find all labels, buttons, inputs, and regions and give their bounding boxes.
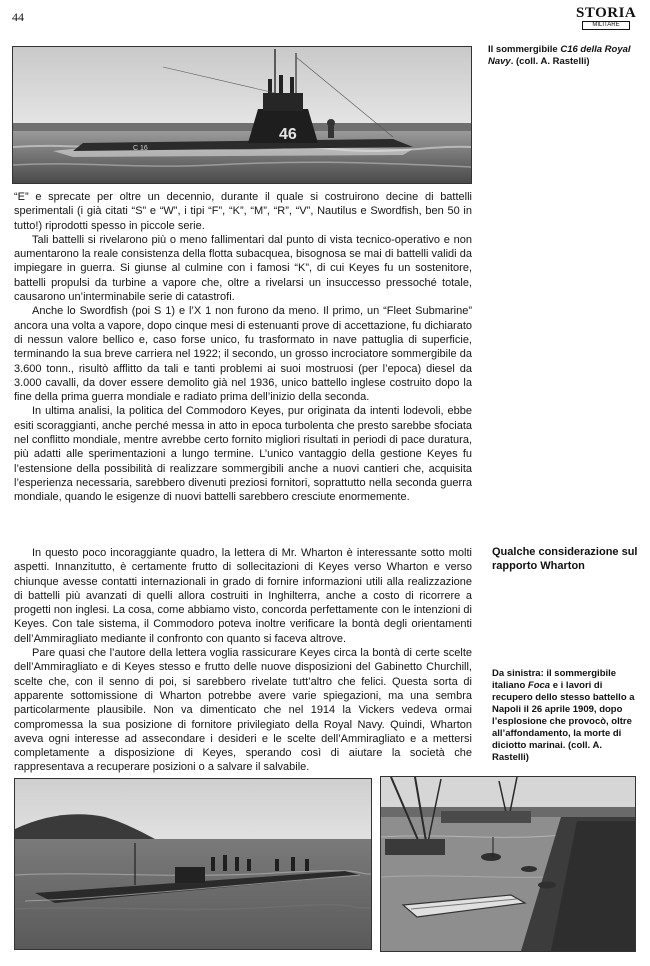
photo-submarine-foca — [14, 778, 372, 950]
article-section-2 — [14, 546, 472, 775]
hull-number: 46 — [279, 126, 297, 143]
article-section-1 — [14, 190, 472, 505]
paragraph: “E” e sprecate per oltre un decennio, durante il quale si costruirono decine di battelli sperimentali (i già citati “S” e “W”, i tipi “F”, “K”, “M”, “R”, “V”, Nautilus e Swordfish, ben 50 in tutto!) riprodotti spesso in piccole serie. — [14, 191, 472, 232]
paragraph: Anche lo Swordfish (poi S 1) e l’X 1 non furono da meno. Il primo, un “Fleet Submarine” ancora una volta a vapore, dopo cinque mesi di estenuanti prove di accettazione, fu dichiarato di nessun valore bellico e, caso forse unico, fu trasformato in nave pattuglia di superficie, terminando la sua breve carriera nel 1922; il secondo, un grosso incrociatore sommergibile da 3.600 tonn., risultò afflitto da tali e tanti problemi ai suoi mostruosi (per l’epoca) diesel da 3.000 cavalli, da dover essere demolito già nel 1936, unico battello inglese costruito dopo la fine della prima guerra mondiale e radiato prima dell’inizio della seconda. — [14, 305, 473, 404]
caption-bottom: Da sinistra: il sommergibile italiano Foca e i lavori di recupero dello stesso battello a Napoli il 26 aprile 1909, dopo l’esplosione che provocò, oltre all’affondamento, la morte di diciotto marinai. (coll. A. Rastelli) — [492, 668, 635, 763]
section-heading: Qualche considerazione sul rapporto Wharton — [492, 546, 638, 572]
caption-top: Il sommergibile C16 della Royal Navy. (coll. A. Rastelli) — [488, 44, 631, 67]
paragraph: In questo poco incoraggiante quadro, la lettera di Mr. Wharton è interessante sotto molti aspetti. Innanzitutto, è certamente frutto di sollecitazioni di Keyes verso Wharton e verso chiunque avesse contatti internazionali in grado di fornire informazioni utili alla realizzazione di battelli più avanzati di quelli allora costruiti in Inghilterra, anche a costo di ricorrere a progetti non inglesi. La cosa, come abbiamo visto, concorda perfettamente con le intenzioni di Keyes. Con tale sistema, il Commodoro poteva inoltre verificare la bontà degli orientamenti dell’Ammiragliato mediante il confronto con quanto si faceva altrove. — [14, 547, 472, 645]
masthead-brand: STORIA — [576, 5, 637, 21]
masthead-subtitle: MILITARE — [582, 21, 630, 30]
photo-submarine-c16 — [12, 46, 472, 184]
page-number: 44 — [12, 10, 24, 24]
paragraph: Tali battelli si rivelarono più o meno fallimentari dal punto di vista tecnico-operativo e non aumentarono la reale consistenza della flotta subacquea, bisognosa se mai di battelli validi da impiegare in guerra. Si giunse al culmine con i famosi “K”, di cui Keyes fu un sostenitore, battelli propulsi da turbine a vapore che, oltre a rivelarsi un insuccesso pressoché totale, causarono un’interminabile serie di catastrofi. — [14, 233, 472, 304]
photo-recovery-naples — [380, 776, 636, 952]
paragraph: Pare quasi che l’autore della lettera voglia rassicurare Keyes circa la bontà di certe scelte dell’Ammiragliato e di Keyes stesso e frutto delle nuove disposizioni del Gabinetto Churchill, scelte che, con il senno di poi, si sarebbero rivelate tutt’altro che felici. Questa sorta di apparente sottomissione di Wharton potrebbe avere varie spiegazioni, ma una sembra particolarmente plausibile. Non va dimenticato che nel 1914 la Vickers vedeva ormai compromessa la sua posizione di fornitore privilegiato della Royal Navy. Quindi, Wharton aveva ogni interesse ad assecondare i desideri e le scelte dell’Ammiragliato e a mettersi completamente a disposizione di Keyes, sperando così di aiutare la società che rappresentava a recuperare posizioni o a salvare il salvabile. — [14, 647, 472, 774]
paragraph: In ultima analisi, la politica del Commodoro Keyes, pur originata da intenti lodevoli, ebbe esiti scoraggianti, anche perché messa in atto in epoca turbolenta che presto sarebbe sfociata nel conflitto mondiale, mentre avrebbe certo fornito migliori risultati in periodi di pace duratura, più adatti alle sperimentazioni a lungo termine. L’unico vantaggio della gestione Keyes fu l’estensione della possibilità di realizzare sommergibili anche a nuovi cantieri che, acquisita l’esperienza necessaria, sarebbero divenuti preziosi fornitori, soprattutto nella seconda guerra mondiale, quando le esigenze di nuovi battelli sarebbero cresciute enormemente. — [14, 405, 472, 504]
hull-code: C 16 — [133, 145, 148, 152]
magazine-masthead — [576, 6, 636, 30]
